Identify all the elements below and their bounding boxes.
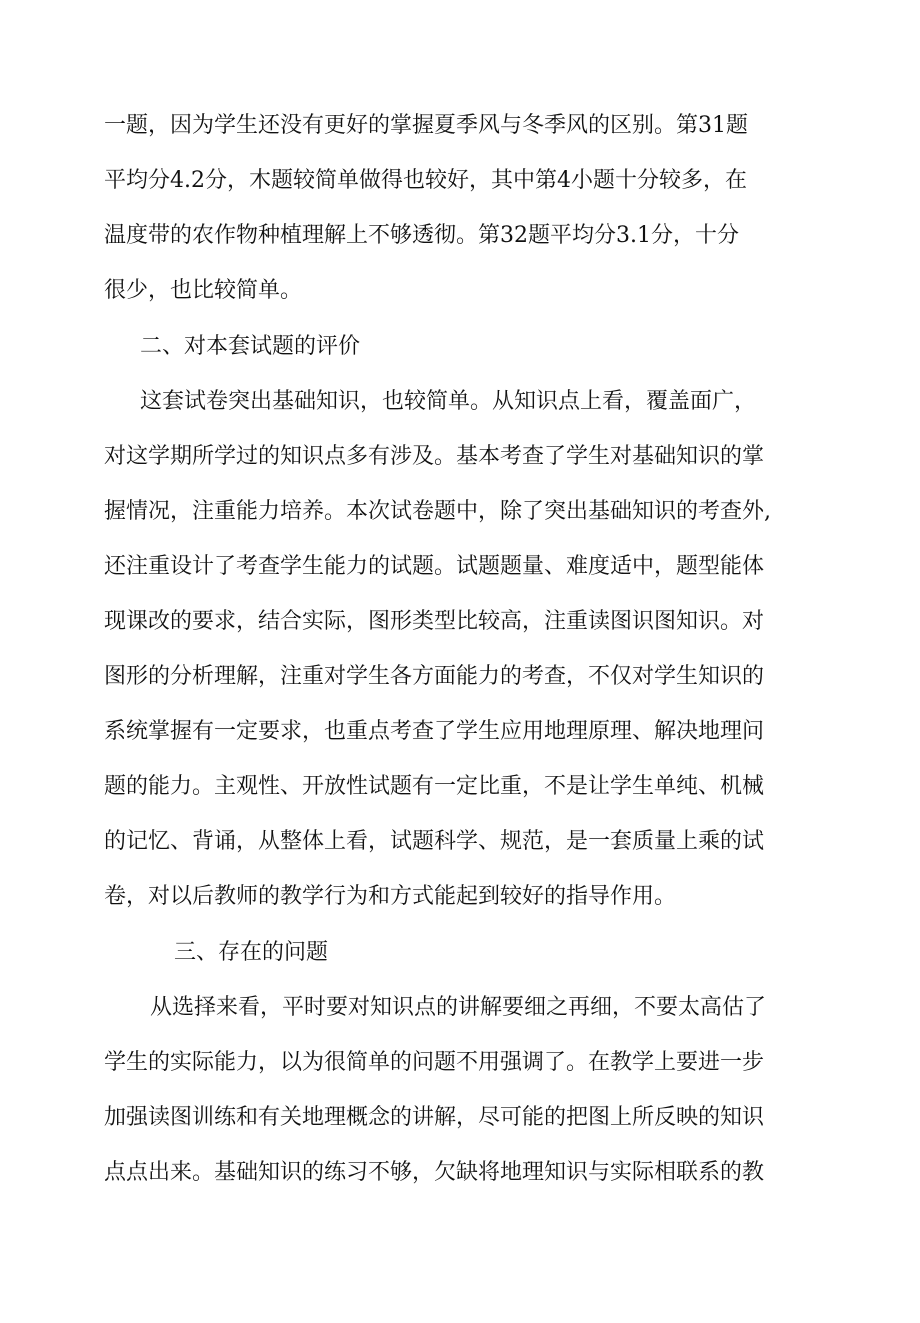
text-line: 握情况，注重能力培养。本次试卷题中，除了突出基础知识的考查外,	[104, 499, 771, 524]
text-line: 系统掌握有一定要求，也重点考查了学生应用地理原理、解决地理问	[104, 719, 765, 744]
text-line: 对这学期所学过的知识点多有涉及。基本考查了学生对基础知识的掌	[104, 444, 765, 469]
text-line: 一题，因为学生还没有更好的掌握夏季风与冬季风的区别。第31题	[104, 113, 748, 138]
text-line: 很少，也比较简单。	[104, 278, 303, 303]
text-line: 卷，对以后教师的教学行为和方式能起到较好的指导作用。	[104, 884, 677, 909]
text-line: 图形的分析理解，注重对学生各方面能力的考查，不仅对学生知识的	[104, 664, 765, 689]
text-line: 从选择来看，平时要对知识点的讲解要细之再细，不要太高估了	[150, 995, 767, 1020]
section-heading: 二、对本套试题的评价	[140, 334, 361, 359]
text-line: 这套试卷突出基础知识，也较简单。从知识点上看，覆盖面广，	[140, 389, 757, 414]
text-line: 温度带的农作物种植理解上不够透彻。第32题平均分3.1分，十分	[104, 223, 739, 248]
section-heading: 三、存在的问题	[174, 940, 329, 965]
text-line: 现课改的要求，结合实际，图形类型比较高，注重读图识图知识。对	[104, 609, 765, 634]
text-line: 平均分4.2分，木题较简单做得也较好，其中第4小题十分较多，在	[104, 168, 747, 193]
text-line: 加强读图训练和有关地理概念的讲解，尽可能的把图上所反映的知识	[104, 1105, 765, 1130]
text-line: 学生的实际能力，以为很简单的问题不用强调了。在教学上要进一步	[104, 1050, 765, 1075]
text-line: 点点出来。基础知识的练习不够，欠缺将地理知识与实际相联系的教	[104, 1160, 765, 1185]
text-line: 还注重设计了考查学生能力的试题。试题题量、难度适中，题型能体	[104, 554, 765, 579]
text-line: 的记忆、背诵，从整体上看，试题科学、规范，是一套质量上乘的试	[104, 829, 765, 854]
text-line: 题的能力。主观性、开放性试题有一定比重，不是让学生单纯、机械	[104, 774, 765, 799]
